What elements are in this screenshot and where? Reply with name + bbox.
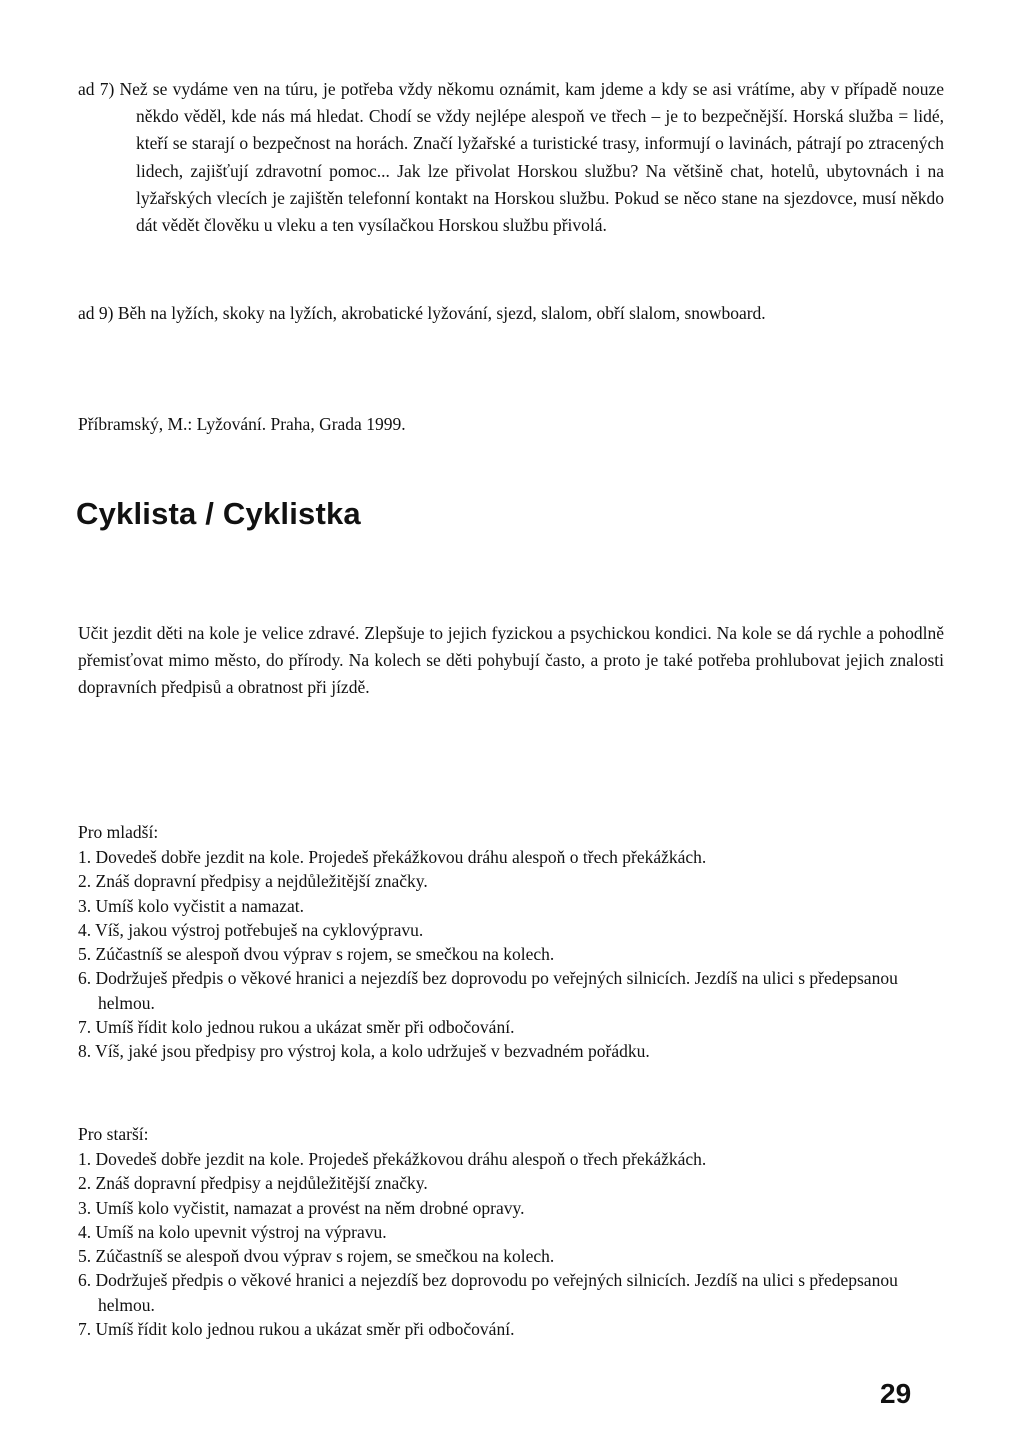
younger-group-title: Pro mladší:	[78, 822, 159, 842]
answer-ad7-text: ad 7) Než se vydáme ven na túru, je potřeba vždy někomu oznámit, kam jdeme a kdy se asi vrátíme, aby v případě nouze někdo věděl, kde nás má hledat. Chodí se vždy nejlépe alespoň ve třech – je to bezpečnější. Horská služba = lidé, kteří se starají o bezpečnost na horách. Značí lyžařské a turistické trasy, informují o lavinách, pátrají po ztracených lidech, zajišťují zdravotní pomoc... Jak lze přivolat Horskou službu? Na většině chat, hotelů, ubytovnách i na lyžařských vlecích je zajištěn telefonní kontakt na Horskou službu. Pokud se něco stane na sjezdovce, musí někdo dát vědět člověku u vleku a ten vysílačkou Horskou službu přivolá.	[78, 79, 944, 236]
older-group-title: Pro starší:	[78, 1124, 149, 1144]
list-item: 7. Umíš řídit kolo jednou rukou a ukázat směr při odbočování.	[78, 1319, 515, 1340]
list-item: 6. Dodržuješ předpis o věkové hranici a nejezdíš bez doprovodu po veřejných silnicích. Jezdíš na ulici s předepsanou helmou.	[78, 968, 898, 1013]
list-item: 1. Dovedeš dobře jezdit na kole. Projedeš překážkovou dráhu alespoň o třech překážkách.	[78, 1149, 707, 1169]
list-item: 2. Znáš dopravní předpisy a nejdůležitější značky.	[78, 871, 428, 892]
list-item: 5. Zúčastníš se alespoň dvou výprav s rojem, se smečkou na kolech.	[78, 944, 555, 965]
list-item: 4. Umíš na kolo upevnit výstroj na výpravu.	[78, 1221, 387, 1242]
list-item: 5. Zúčastníš se alespoň dvou výprav s rojem, se smečkou na kolech.	[78, 1246, 555, 1267]
list-item: 4. Víš, jakou výstroj potřebuješ na cyklovýpravu.	[78, 919, 424, 940]
list-item: 3. Umíš kolo vyčistit, namazat a provést na něm drobné opravy.	[78, 1197, 525, 1218]
page-number: 29	[880, 1378, 912, 1409]
list-item: 6. Dodržuješ předpis o věkové hranici a nejezdíš bez doprovodu po veřejných silnicích. Jezdíš na ulici s předepsanou helmou.	[78, 1270, 898, 1315]
list-item: 7. Umíš řídit kolo jednou rukou a ukázat směr při odbočování.	[78, 1017, 515, 1038]
list-item: 8. Víš, jaké jsou předpisy pro výstroj kola, a kolo udržuješ v bezvadném pořádku.	[78, 1041, 650, 1062]
list-item: 1. Dovedeš dobře jezdit na kole. Projedeš překážkovou dráhu alespoň o třech překážkách.	[78, 847, 707, 867]
younger-requirements-list	[78, 845, 944, 1064]
answer-ad9	[78, 300, 944, 327]
answer-ad7	[78, 76, 944, 239]
intro-paragraph: Učit jezdit děti na kole je velice zdravé. Zlepšuje to jejich fyzickou a psychickou kondici. Na kole se dá rychle a pohodlně přemisťovat mimo město, do přírody. Na kolech se děti pohybují často, a proto je také potřeba prohlubovat jejich znalosti dopravních předpisů a obratnost při jízdě.	[78, 623, 944, 698]
citation: Příbramský, M.: Lyžování. Praha, Grada 1999.	[78, 414, 406, 434]
section-heading: Cyklista / Cyklistka	[76, 496, 361, 531]
older-requirements-list	[78, 1147, 944, 1341]
list-item: 3. Umíš kolo vyčistit a namazat.	[78, 895, 304, 916]
list-item: 2. Znáš dopravní předpisy a nejdůležitější značky.	[78, 1173, 428, 1194]
answer-ad9-text: ad 9) Běh na lyžích, skoky na lyžích, akrobatické lyžování, sjezd, slalom, obří slalom, snowboard.	[78, 303, 766, 323]
